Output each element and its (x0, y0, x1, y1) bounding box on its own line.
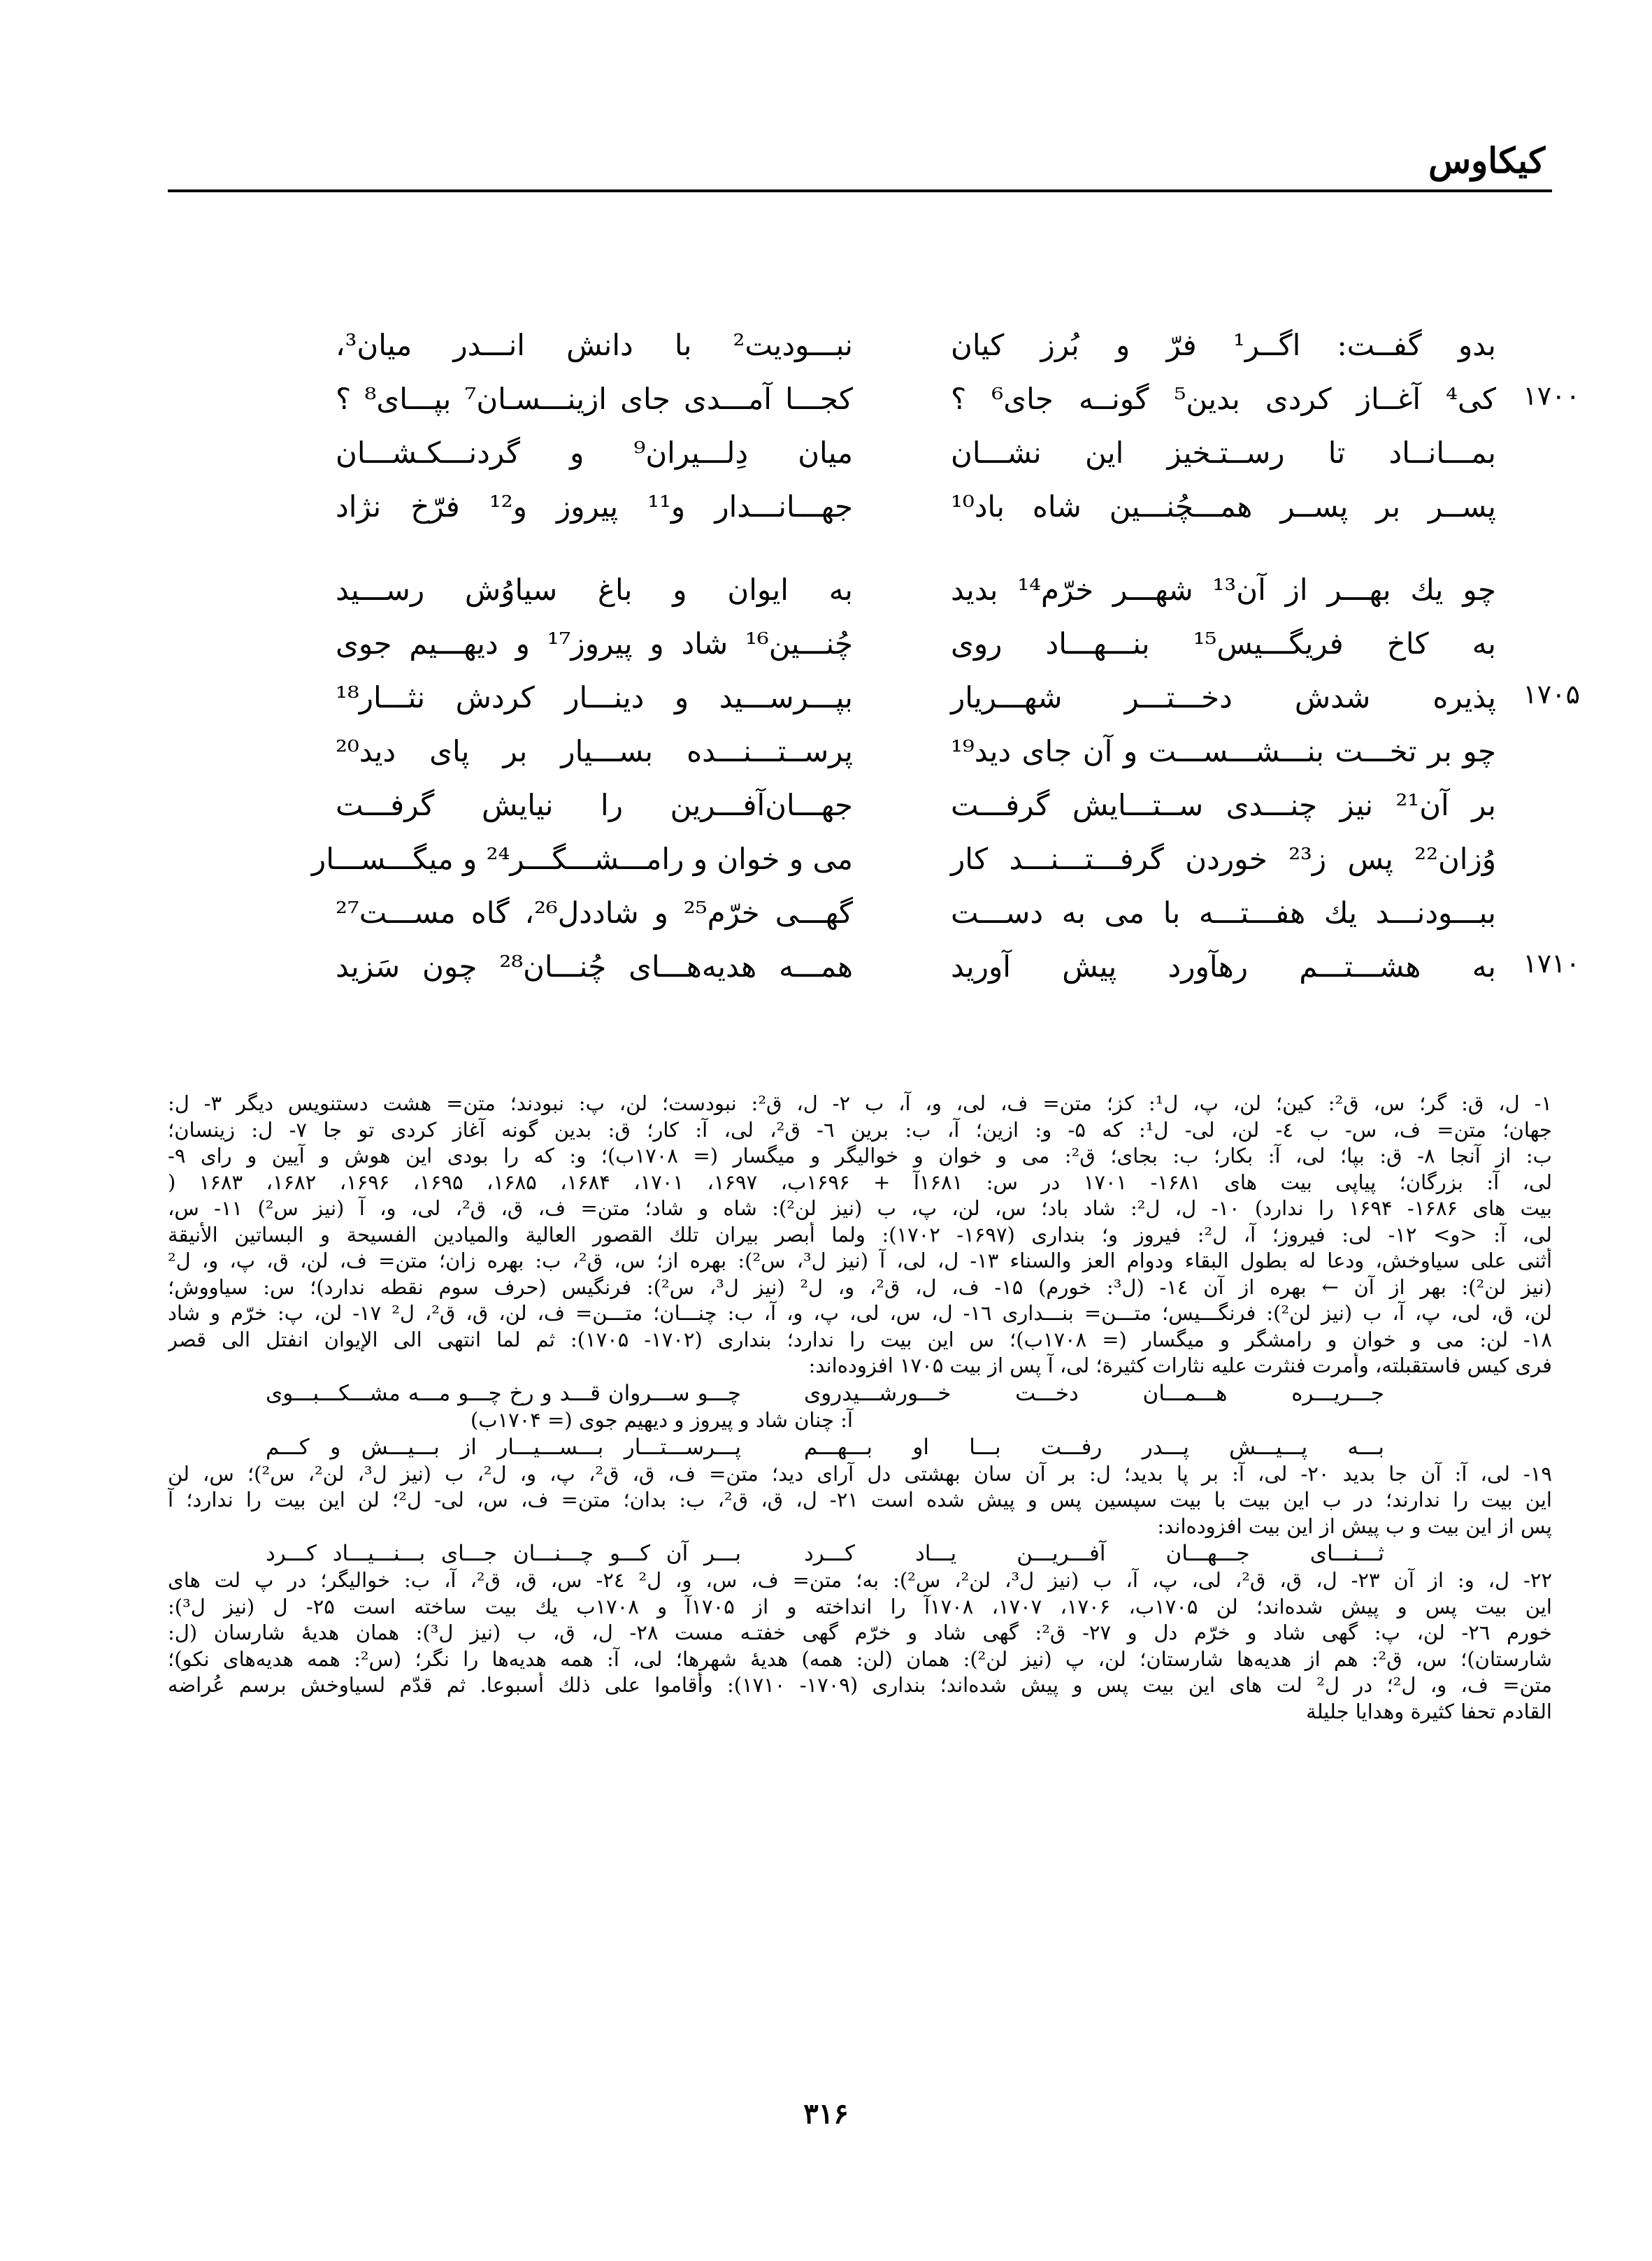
bayt (238, 426, 1496, 480)
added-verse (168, 1379, 1552, 1407)
header-rule (168, 189, 1552, 192)
bayt (238, 886, 1496, 940)
footnote-line: ب: از آنجا ۸- ق: بپا؛ لی، آ: بکار؛ ب: بجای؛ ق²: می و خوان و خوالیگر و میگسار (= ۱۷۰۸ب)؛ و: که را بودی این هوش و آیین و رای ۹- (168, 1144, 1552, 1168)
running-title: کیکاوس (1428, 140, 1545, 181)
bayt (238, 832, 1496, 886)
footnote-line: ۱- ل، ق: گر؛ س، ق²: کین؛ لن، پ، ل¹: کز؛ متن= ف، لی، و، آ، ب ۲- ل، ق²: نبودست؛ لن، پ: نبودند؛ متن= هشت دستنویس دیگر ۳- ل: (168, 1091, 1552, 1115)
footnote-line: متن= ف، و، ل²؛ در ل² لت های این بیت پس و پیش شده‌اند؛ بنداری (۱۷۰۹- ۱۷۱۰): وأقاموا علی ذلك أسبوعا. ثم قدّم لسیاوخش برسم عُراضه (168, 1673, 1552, 1697)
verse-number: ۱۷۰۵ (1523, 679, 1580, 710)
footnote-line: بیت های ۱۶۸۶- ۱۶۹۴ را ندارد) ۱۰- ل، ل²: شاد باد؛ س، لن، پ، ب (نیز لن²): شاه و شاد؛ متن= ف، ق، ق²، لی، و، آ (نیز س²) ۱۱- س، (168, 1196, 1552, 1220)
hemistich-right: چو یك بهـــر از آن¹³ شهـــر خرّم¹⁴ بدید (951, 573, 1497, 607)
bayt (238, 724, 1496, 778)
added-hemistich-right: جـــریـــره هـــمـــان دخـــت خـــورشـــیدروی (804, 1380, 1384, 1406)
hemistich-right: پســر بر پســر همـــچُنـــین شاه باد¹⁰ (951, 489, 1496, 524)
footnote-line: ۱۹- لی، آ: آن جا بدید ۲۰- لی، آ: بر پا بدید؛ ل: بر آن سان بهشتی دل آرای دید؛ متن= ف، ق، ق²، پ، و، ل²، ب (نیز ل³، لن²، س²)؛ س، لن (168, 1461, 1552, 1486)
hemistich-left: کجـــا آمـــدی جای ازینـــسـان⁷ بپـــای⁸ ؟ (336, 382, 853, 416)
hemistich-left: جهـــان‌آفـــرین را نیایش گرفـــت (336, 788, 853, 822)
footnote-line: لن، ق، لی، پ، آ، ب (نیز لن²): فرنگـــیس؛ متـــن= بنـــداری ۱٦- ل، س، لی، پ، و، آ، ب: چنـــان؛ متـــن= ف، لن، ق، ق²، ل² ۱۷- لن، پ: خرّم و شاد (168, 1301, 1552, 1325)
added-hemistich-left: بـــر آن کـــو چـــنـــان جـــای بـــنـــیـــاد کـــرد (266, 1541, 741, 1566)
bayt (238, 940, 1580, 993)
bayt (238, 563, 1496, 617)
hemistich-left: نبـــودیت² با دانش انـــدر میان³، (336, 328, 853, 362)
added-hemistich-right: بـــه پـــیـــش پـــدر رفـــت بـــا او بـــهـــم (804, 1434, 1384, 1460)
bayt (238, 617, 1496, 670)
added-verse (168, 1433, 1552, 1461)
hemistich-right: بدو گفــت: اگــر¹ فرّ و بُرز کیان (951, 328, 1496, 362)
footnote-line: القادم تحفا كثیرة وهدایا جلیلة (1306, 1699, 1552, 1723)
hemistich-right: پذیره شدش دخـــتـــر شهـــریار (951, 680, 1496, 715)
footnote-line: ۱۸- لن: می و خوان و رامشگر و میگسار (= ۱۷۰۸ب)؛ س این بیت را ندارد؛ بنداری (۱۷۰۲- ۱۷۰۵): ثم لما انتهی الی الإیوان انفتل الی قصر (168, 1327, 1552, 1351)
footnote-line: أثنی علی سیاوخش، ودعا له بطول البقاء ودوام العز والسناء ۱۳- ل، لی، آ (نیز ل³، س²): بهره از؛ س، ق²، ب: بهره زان؛ متن= ف، لن، ق، پ، و، ل² (168, 1249, 1552, 1272)
stanza-2 (238, 563, 1580, 993)
footnote-line: خورم ۲٦- لن، پ: گهی شاد و خرّم دل و ۲۷- ق²: گهی شاد و خرّم گهی خفتـه مست ۲۸- ل، ق، ب (نیز ل³): همان هدیهٔ شارسان (ل: (168, 1621, 1552, 1644)
added-verse-note: آ: چنان شاد و پیروز و دیهیم جوی (= ۱۷۰۴ب) (470, 1407, 853, 1432)
footnote-line: ۲۲- ل، و: از آن ۲۳- ل، ق، ق²، لی، پ، آ، ب (نیز ل³، لن²، س²): به؛ متن= ف، س، و، ل² ۲٤- س، ق، ق²، آ، ب: خوالیگر؛ در پ لت های (168, 1568, 1552, 1592)
hemistich-right: بر آن²¹ نیز چنـــدی ســتـــایش گرفـــت (951, 788, 1496, 822)
hemistich-left: بپـــرســـید و دینـــار کردش نثـــار¹⁸ (336, 680, 853, 715)
bayt (238, 480, 1496, 533)
hemistich-left: چُنـــین¹⁶ شاد و پیروز¹⁷ و دیهـــیم جوی (336, 626, 853, 661)
hemistich-left: همـــه هدیه‌هـــای چُنـــان²⁸ چون سَزید (336, 949, 854, 984)
page-number: ۳۱۶ (803, 2097, 849, 2130)
footnotes (168, 1091, 1552, 1725)
bayt (238, 372, 1580, 426)
hemistich-right: کی⁴ آغــاز کردی بدین⁵ گونــه جای⁶ ؟ (951, 382, 1496, 416)
footnote-line: پس از این بیت و ب پیش از این بیت افزوده‌اند: (1157, 1514, 1552, 1538)
added-hemistich-right: ثـــنـــای جـــهـــان آفـــریـــن یـــاد کـــرد (804, 1541, 1384, 1566)
bayt (238, 778, 1496, 832)
bayt (238, 670, 1580, 724)
stanza-1 (238, 318, 1580, 533)
verse-number: ۱۷۰۰ (1523, 380, 1580, 411)
footnote-line: این بیت پس و پیش شده‌اند؛ لن ۱۷۰۵ب، ۱۷۰۶، ۱۷۰۷، ۱۷۰۸آ را انداخته و از ۱۷۰۵آ و ۱۷۰۸ب یك بیت ساخته است ۲۵- ل (نیز ل³): (168, 1594, 1552, 1618)
hemistich-right: چو بر تخـــت بنـــشـــســـت و آن جای دید¹⁹ (951, 734, 1496, 768)
footnote-line: شارستان)؛ س، ق²: هم از هدیه‌ها شارستان؛ لن، پ (نیز لن²): همان (لن: همه) هدیهٔ شهرها؛ لی، آ: همه هدیه‌ها را نگر؛ (س²: همه هدیه‌های نکو)؛ (168, 1646, 1552, 1671)
footnote-line: لی، آ: <و> ۱۲- لی: فیروز؛ آ، ل²: فیروز و؛ بنداری (۱۶۹۷- ۱۷۰۲): ولما أبصر بیران تلك القصور العالیة والمیادین الفسیحة و البساتین الأنیقة (168, 1222, 1552, 1247)
footnote-line: این بیت را ندارند؛ در ب این بیت با بیت سپسین پس و پیش شده است ۲۱- ل، ق، ق²، ب: بدان؛ متن= ف، س، لی- ل²؛ لن این بیت را ندارد؛ آ (168, 1488, 1552, 1512)
bayt (238, 318, 1496, 372)
hemistich-left: جهـــانـــدار و¹¹ پیروز و¹² فرّخ نژاد (336, 489, 853, 524)
hemistich-left: میان دِلـــیران⁹ و گردنـــکـشـــان (336, 436, 854, 470)
added-hemistich-left: چـــو ســـروان قـــد و رخ چـــو مـــه مشـــکـــبـــوی (266, 1380, 741, 1406)
hemistich-left: گهـــی خرّم²⁵ و شاددل²⁶، گاه مســـت²⁷ (336, 896, 853, 930)
page-header (168, 136, 1552, 192)
hemistich-right: بمـــانــاد تا رســتـخیز این نشـــان (951, 436, 1496, 470)
hemistich-left: پرســتـــنـــده بســـیار بر پای دید²⁰ (336, 734, 853, 768)
verse-block (238, 318, 1580, 1023)
footnote-line: جهان؛ متن= ف، س- ب ٤- لن، لی- ل¹: که ۵- و: ازین؛ آ، ب: برین ٦- ق²، لی، آ: کار؛ ق: بدین گونه آغاز کردی تو جا ۷- ل: زینسان؛ (168, 1117, 1552, 1142)
hemistich-right: به هشـــتـــم رهآورد پیش آورید (951, 949, 1496, 984)
footnote-line: لی، آ: بزرگان؛ پیاپی بیت های ۱۶۸۱- ۱۷۰۱ در س: ۱۶۸۱آ + ۱۶۹۶ب، ۱۶۹۷، ۱۷۰۱، ۱۶۸۴، ۱۶۸۵، ۱۶۹۵، ۱۶۹۶، ۱۶۸۲، ۱۶۸۳ ( (168, 1170, 1552, 1194)
hemistich-right: ببـــودنـــد یك هفـــتـــه با می به دســـت (951, 896, 1496, 930)
verse-number: ۱۷۱۰ (1523, 948, 1580, 979)
footnote-line: (نیز لن²): بهر از آن ← بهره از آن ۱٤- (ل³: خورم) ۱۵- ف، ل، ق²، و، ل² (نیز ل³، س²): فرنگیس (حرف سوم نقطه ندارد)؛ س: سیاووش؛ (168, 1275, 1552, 1299)
hemistich-left: می و خوان و رامـــشـــگـــر²⁴ و میگـــســـار (311, 842, 853, 876)
hemistich-right: وُزان²² پس ز²³ خوردن گرفـــتـــنـــد کار (951, 842, 1497, 876)
added-verse (168, 1539, 1552, 1567)
hemistich-left: به ایوان و باغ سیاوُش رســـید (336, 573, 853, 607)
hemistich-right: به کاخ فریگـــیس¹⁵ بنـــهـــاد روی (951, 626, 1496, 661)
added-hemistich-left: پـــرســـتـــار بـــســـیـــار از بـــیـــش و کـــم (266, 1434, 741, 1460)
footnote-line: فری کیس فاستقبلته، وأمرت فنثرت علیه نثارات كثیرة؛ لی، آ پس از بیت ۱۷۰۵ افزوده‌اند: (808, 1354, 1552, 1377)
